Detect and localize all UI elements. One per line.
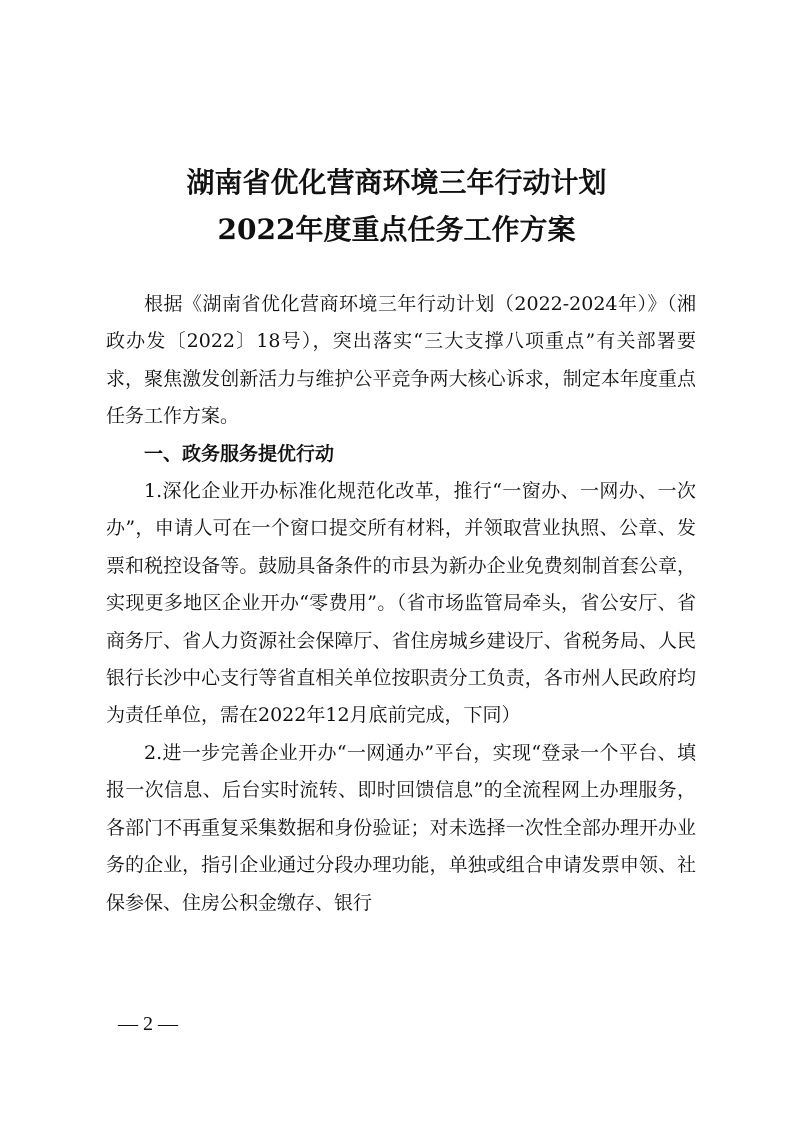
intro-paragraph: 根据《湖南省优化营商环境三年行动计划（2022-2024年）》（湘政办发〔2022〕18号），突出落实“三大支撑八项重点”有关部署要求，聚焦激发创新活力与维护公平竞争两大核心诉求，制定本年度重点任务工作方案。 (106, 293, 696, 428)
section-heading: 一、政务服务提优行动 (144, 442, 335, 465)
item-paragraph-2: 2.进一步完善企业开办“一网通办”平台，实现“登录一个平台、填报一次信息、后台实时流转、即时回馈信息”的全流程网上办理服务，各部门不再重复采集数据和身份验证；对未选择一次性全部办理开办业务的企业，指引企业通过分段办理功能，单独或组合申请发票申领、社保参保、住房公积金缴存、银行 (106, 741, 696, 914)
document-body (106, 286, 696, 922)
document-title-line-1: 湖南省优化营商环境三年行动计划 (186, 166, 607, 199)
document-title-line-2: 2022年度重点任务工作方案 (217, 213, 576, 246)
item-paragraph-1: 1.深化企业开办标准化规范化改革，推行“一窗办、一网办、一次办”，申请人可在一个窗口提交所有材料，并领取营业执照、公章、发票和税控设备等。鼓励具备条件的市县为新办企业免费刻制首套公章，实现更多地区企业开办“零费用”。（省市场监管局牵头，省公安厅、省商务厅、省人力资源社会保障厅、省住房城乡建设厅、省税务局、人民银行长沙中心支行等省直相关单位按职责分工负责，各市州人民政府均为责任单位，需在2022年12月底前完成，下同） (106, 480, 696, 727)
page-number: — 2 — (118, 1013, 178, 1035)
